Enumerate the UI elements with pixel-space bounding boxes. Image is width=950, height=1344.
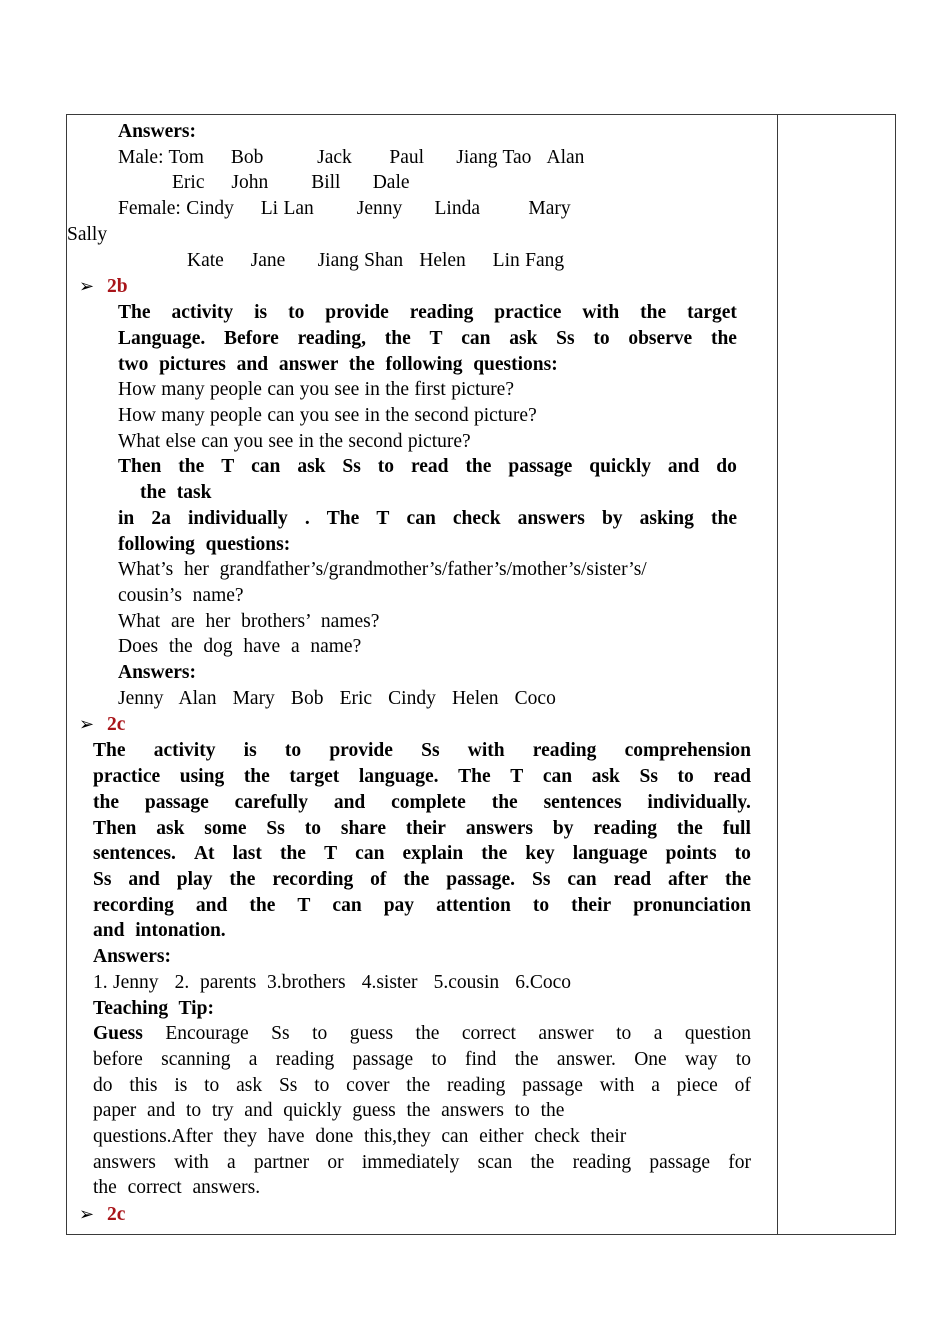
- word: scanning: [161, 1048, 231, 1070]
- word: recording: [272, 868, 354, 890]
- section-2c-bullet-row: [67, 711, 769, 738]
- section-2b-intro: [67, 300, 769, 377]
- word: the: [724, 868, 751, 890]
- section-2b-question: What else can you see in the second picture?: [118, 430, 471, 452]
- word: and: [195, 894, 228, 916]
- word: reading: [532, 740, 597, 762]
- word: to: [312, 1023, 328, 1045]
- word: the: [415, 1023, 440, 1045]
- word: this: [129, 1074, 158, 1096]
- word: and: [333, 791, 366, 813]
- justified-line: [93, 1150, 751, 1176]
- word: the: [243, 766, 270, 788]
- word: read: [613, 868, 652, 890]
- word: reading: [446, 1074, 506, 1096]
- word: ask: [156, 817, 185, 839]
- word: Ss: [421, 740, 440, 762]
- arrow-bullet-icon: ➢: [79, 276, 95, 297]
- word: T: [221, 456, 235, 478]
- word: the: [481, 843, 508, 865]
- word: T: [297, 894, 311, 916]
- word: the: [491, 791, 518, 813]
- word: activity: [171, 302, 234, 324]
- word: to: [284, 740, 302, 762]
- word: do: [716, 456, 737, 478]
- word: reading: [572, 1151, 632, 1173]
- word: cover: [346, 1074, 390, 1096]
- section-2b-bullet-row: [67, 273, 769, 300]
- justified-line: [93, 1073, 751, 1099]
- word: T: [510, 766, 524, 788]
- word: in: [118, 507, 135, 529]
- section-2c-body: [67, 738, 769, 944]
- word: the: [384, 327, 411, 349]
- word: individually.: [647, 791, 751, 813]
- word: Then: [118, 456, 162, 478]
- word: the: [710, 327, 737, 349]
- word: At: [193, 843, 215, 865]
- word: the: [640, 302, 667, 324]
- word: some: [204, 817, 247, 839]
- justified-line: questions.After they have done this,they can either check their: [93, 1126, 627, 1148]
- justified-line: paper and to try and quickly guess the answers to the: [93, 1100, 565, 1122]
- word: Ss: [271, 1023, 290, 1045]
- word: piece: [676, 1074, 718, 1096]
- word: to: [377, 456, 395, 478]
- word: 2a: [151, 507, 171, 529]
- section-2b-question: How many people can you see in the second picture?: [118, 405, 537, 427]
- word: share: [340, 817, 387, 839]
- word: ask: [591, 766, 620, 788]
- section-2b-check-question: What are her brothers’ names?: [118, 610, 380, 632]
- word: Ss: [278, 1074, 298, 1096]
- word: the: [710, 507, 737, 529]
- word: the: [249, 894, 276, 916]
- justified-line: [93, 1047, 751, 1073]
- word: Ss: [342, 456, 361, 478]
- word: One: [634, 1048, 667, 1070]
- word: individually: [187, 507, 288, 529]
- word: practice: [494, 302, 562, 324]
- word: using: [179, 766, 225, 788]
- word: is: [174, 1074, 188, 1096]
- word: reading: [409, 302, 474, 324]
- word: with: [174, 1151, 209, 1173]
- word: the: [514, 1048, 539, 1070]
- word: with: [467, 740, 505, 762]
- word: attention: [436, 894, 511, 916]
- word: of: [734, 1074, 751, 1096]
- word: with: [582, 302, 620, 324]
- word: target: [289, 766, 340, 788]
- justified-line: [93, 1021, 751, 1047]
- section-2b-question: How many people can you see in the first picture?: [118, 379, 514, 401]
- word: can: [251, 456, 281, 478]
- word: the: [229, 868, 256, 890]
- word: scan: [477, 1151, 513, 1173]
- word: the: [403, 868, 430, 890]
- word: answers: [93, 1151, 156, 1173]
- word: sentences: [543, 791, 622, 813]
- word: passage: [508, 456, 573, 478]
- word: passage: [352, 1048, 414, 1070]
- word: The: [118, 302, 151, 324]
- word: practice: [93, 766, 161, 788]
- word: Before: [223, 327, 279, 349]
- word: .: [304, 507, 310, 529]
- word: passage: [522, 1074, 583, 1096]
- word: T: [429, 327, 443, 349]
- justified-line: [93, 893, 751, 919]
- justified-line: [93, 816, 751, 842]
- justified-line: [118, 326, 737, 352]
- word: to: [532, 894, 550, 916]
- word: can: [542, 766, 573, 788]
- answers-male-line-2: Eric John Bill Dale: [172, 172, 410, 194]
- word: Then: [93, 817, 137, 839]
- word: do: [93, 1074, 113, 1096]
- word: the: [279, 843, 306, 865]
- section-2c-repeat-bullet-row: [67, 1201, 769, 1228]
- word: the: [530, 1151, 555, 1173]
- word: of: [370, 868, 387, 890]
- word: and: [667, 456, 700, 478]
- section-2b-answers-line: Jenny Alan Mary Bob Eric Cindy Helen Coco: [118, 687, 556, 709]
- word: Ss: [266, 817, 285, 839]
- word: carefully: [234, 791, 308, 813]
- word: points: [665, 843, 717, 865]
- word: recording: [93, 894, 174, 916]
- word: to: [677, 766, 694, 788]
- word: to: [204, 1074, 220, 1096]
- section-2b-check-question: Does the dog have a name?: [118, 636, 362, 658]
- word: the: [406, 1074, 431, 1096]
- word: check: [452, 507, 501, 529]
- word: language.: [358, 766, 439, 788]
- word: a: [651, 1074, 660, 1096]
- word: answers: [517, 507, 585, 529]
- section-2c-answers-heading: Answers:: [93, 946, 171, 968]
- justified-line: [118, 454, 737, 480]
- word: ask: [509, 327, 538, 349]
- word: to: [593, 327, 610, 349]
- answers-female-line-2: Kate Jane Jiang Shan Helen Lin Fang: [187, 249, 565, 271]
- word: read: [713, 766, 751, 788]
- word: to: [616, 1023, 632, 1045]
- justified-line: the correct answers.: [93, 1177, 261, 1199]
- word: question: [684, 1023, 751, 1045]
- answers-female-wrap: Sally: [67, 223, 108, 245]
- word: pronunciation: [633, 894, 751, 916]
- arrow-bullet-icon: ➢: [79, 714, 95, 735]
- word: their: [571, 894, 612, 916]
- word: Ss: [531, 868, 551, 890]
- word: answer.: [556, 1048, 616, 1070]
- word: asking: [639, 507, 694, 529]
- word: can: [461, 327, 491, 349]
- word: Ss: [93, 868, 112, 890]
- word: by: [601, 507, 623, 529]
- word: provide: [325, 302, 389, 324]
- word: by: [552, 817, 574, 839]
- section-2c-answers-line: 1. Jenny 2. parents 3.brothers 4.sister 5.cousin 6.Coco: [93, 971, 572, 993]
- justified-line: [118, 300, 737, 326]
- word: a: [653, 1023, 663, 1045]
- section-2b-answers-heading: Answers:: [118, 662, 196, 684]
- word: is: [254, 302, 268, 324]
- word: The: [458, 766, 491, 788]
- word: to: [288, 302, 305, 324]
- word: language: [572, 843, 648, 865]
- justified-line: and intonation.: [93, 920, 226, 942]
- justified-line: the task: [140, 482, 212, 504]
- word: to: [314, 1074, 330, 1096]
- word: can: [406, 507, 436, 529]
- word: partner: [253, 1151, 310, 1173]
- word: with: [599, 1074, 635, 1096]
- word: reading: [275, 1048, 335, 1070]
- inline-term: Guess: [93, 1023, 143, 1045]
- word: play: [176, 868, 213, 890]
- justified-line: [93, 867, 751, 893]
- word: can: [355, 843, 385, 865]
- word: reading,: [297, 327, 367, 349]
- justified-line: [93, 841, 751, 867]
- word: can: [332, 894, 362, 916]
- lesson-plan-table: [66, 114, 896, 1235]
- word: before: [93, 1048, 143, 1070]
- word: immediately: [361, 1151, 460, 1173]
- notes-column-cell: [778, 115, 896, 1235]
- word: after: [668, 868, 709, 890]
- word: the: [676, 817, 703, 839]
- word: find: [464, 1048, 497, 1070]
- word: sentences.: [93, 843, 176, 865]
- word: observe: [628, 327, 693, 349]
- word: full: [722, 817, 751, 839]
- word: can: [567, 868, 597, 890]
- justified-line: two pictures and answer the following questions:: [118, 353, 558, 375]
- justified-line: [93, 764, 751, 790]
- word: to: [734, 843, 751, 865]
- word: quickly: [589, 456, 651, 478]
- word: a: [227, 1151, 236, 1173]
- word: and: [128, 868, 160, 890]
- word: passage.: [446, 868, 516, 890]
- word: for: [728, 1151, 751, 1173]
- word: read: [410, 456, 449, 478]
- word: Encourage: [165, 1023, 249, 1045]
- word: answer: [538, 1023, 594, 1045]
- justified-line: following questions:: [118, 533, 291, 555]
- answers-male-line-1: Male: Tom Bob Jack Paul Jiang Tao Alan: [118, 146, 585, 168]
- word: provide: [329, 740, 393, 762]
- word: reading: [593, 817, 657, 839]
- word: comprehension: [624, 740, 751, 762]
- word: explain: [402, 843, 464, 865]
- teaching-tip-heading: Teaching Tip:: [93, 997, 214, 1019]
- word: passage: [649, 1151, 710, 1173]
- justified-line: [93, 738, 751, 764]
- word: passage: [144, 791, 209, 813]
- section-2b-check-question: cousin’s name?: [118, 584, 244, 606]
- word: Ss: [556, 327, 575, 349]
- word: Ss: [639, 766, 658, 788]
- table-row: [67, 115, 896, 1235]
- answers-heading-1: Answers:: [118, 121, 196, 142]
- word: or: [327, 1151, 344, 1173]
- word: key: [525, 843, 555, 865]
- word: a: [248, 1048, 258, 1070]
- answers-female-line-1: Female: Cindy Li Lan Jenny Linda Mary: [118, 198, 571, 220]
- word: activity: [153, 740, 216, 762]
- word: answers: [465, 817, 534, 839]
- section-2c-repeat-label: 2c: [107, 1204, 126, 1226]
- word: ask: [297, 456, 326, 478]
- word: the: [93, 791, 119, 813]
- word: target: [687, 302, 737, 324]
- word: Language.: [118, 327, 206, 349]
- word: last: [232, 843, 262, 865]
- word: their: [405, 817, 446, 839]
- justified-line: [118, 506, 737, 532]
- word: T: [376, 507, 390, 529]
- word: to: [431, 1048, 447, 1070]
- word: way: [685, 1048, 718, 1070]
- main-content-cell: [67, 115, 778, 1235]
- word: to: [735, 1048, 751, 1070]
- word: is: [243, 740, 257, 762]
- section-2b-label: 2b: [107, 276, 128, 298]
- word: the: [465, 456, 492, 478]
- word: complete: [391, 791, 466, 813]
- word: correct: [461, 1023, 516, 1045]
- section-2c-label: 2c: [107, 714, 126, 736]
- word: T: [324, 843, 338, 865]
- justified-line: [93, 790, 751, 816]
- word: guess: [349, 1023, 394, 1045]
- word: ask: [236, 1074, 263, 1096]
- section-2b-check-question: What’s her grandfather’s/grandmother’s/father’s/mother’s/sister’s/: [118, 559, 647, 581]
- word: the: [178, 456, 205, 478]
- word: The: [326, 507, 360, 529]
- arrow-bullet-icon: ➢: [79, 1204, 95, 1225]
- teaching-tip-body: [67, 1021, 769, 1201]
- word: pay: [383, 894, 415, 916]
- word: to: [304, 817, 321, 839]
- word: The: [93, 740, 126, 762]
- section-2b-then: [67, 454, 769, 557]
